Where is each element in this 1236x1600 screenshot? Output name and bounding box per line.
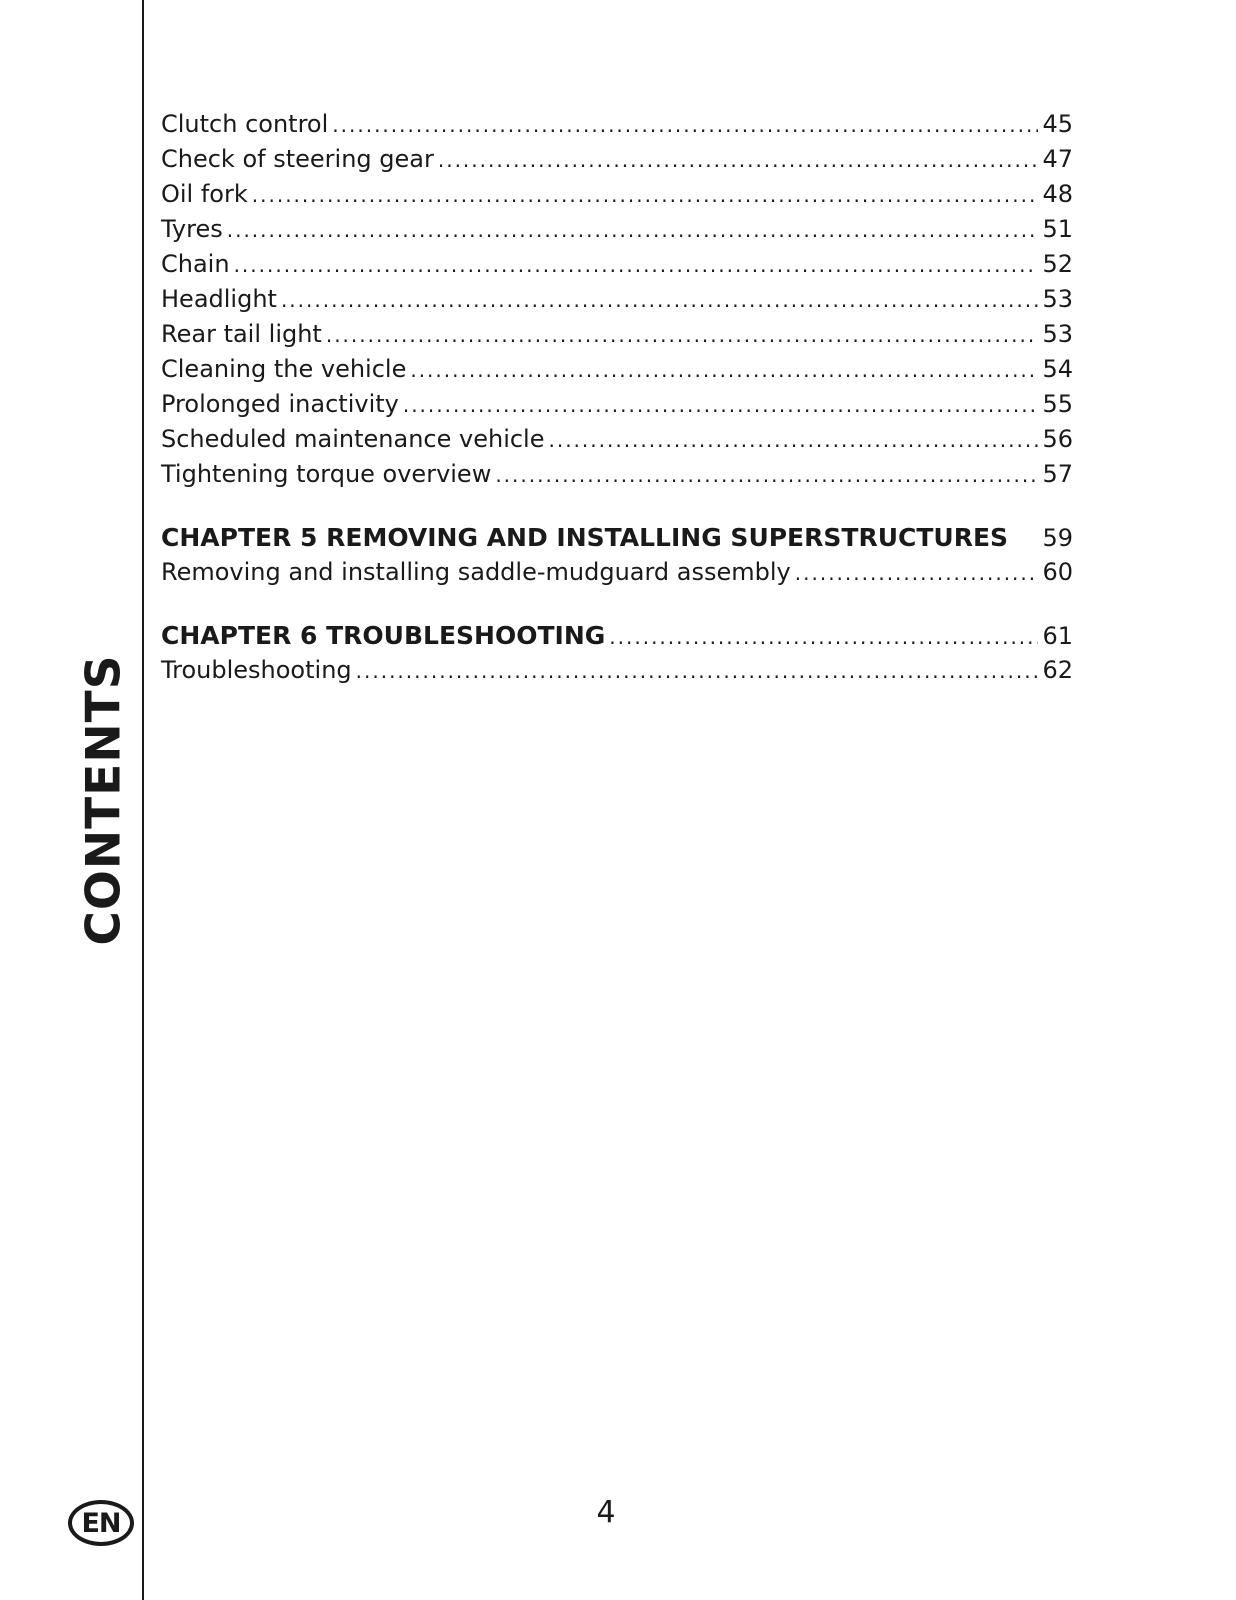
toc-entry-headlight[interactable] bbox=[161, 282, 1073, 317]
toc-entry-page: 48 bbox=[1042, 180, 1073, 208]
section-title-vertical: CONTENTS bbox=[76, 654, 132, 946]
toc-entry-label: Tyres bbox=[161, 215, 223, 243]
dot-leader bbox=[795, 556, 1039, 591]
toc-entry-page: 55 bbox=[1042, 390, 1073, 418]
dot-leader bbox=[609, 620, 1038, 655]
toc-entry-label: Headlight bbox=[161, 285, 277, 313]
toc-entry-rear-tail-light[interactable] bbox=[161, 317, 1073, 352]
toc-entry-label: Prolonged inactivity bbox=[161, 390, 399, 418]
dot-leader bbox=[548, 423, 1038, 458]
toc-chapter-label: CHAPTER 5 REMOVING AND INSTALLING SUPERSTRUCTURES bbox=[161, 523, 1009, 552]
dot-leader bbox=[410, 353, 1038, 388]
toc-entry-page: 54 bbox=[1042, 355, 1073, 383]
toc-chapter-5[interactable] bbox=[161, 520, 1073, 555]
toc-entry-tyres[interactable] bbox=[161, 212, 1073, 247]
page-number: 4 bbox=[596, 1495, 616, 1530]
dot-leader bbox=[356, 654, 1039, 689]
toc-entry-tightening-torque[interactable] bbox=[161, 457, 1073, 492]
toc-entry-label: Troubleshooting bbox=[161, 656, 352, 684]
toc-entry-label: Removing and installing saddle-mudguard assembly bbox=[161, 558, 791, 586]
toc-entry-clutch-control[interactable] bbox=[161, 107, 1073, 142]
toc-entry-label: Cleaning the vehicle bbox=[161, 355, 407, 383]
side-divider-line bbox=[142, 0, 144, 1600]
toc-entry-steering-gear[interactable] bbox=[161, 142, 1073, 177]
dot-leader bbox=[326, 318, 1039, 353]
dot-leader bbox=[438, 143, 1039, 178]
table-of-contents bbox=[161, 107, 1073, 688]
toc-entry-cleaning-vehicle[interactable] bbox=[161, 352, 1073, 387]
toc-entry-page: 57 bbox=[1042, 460, 1073, 488]
dot-leader bbox=[227, 213, 1039, 248]
toc-entry-saddle-mudguard[interactable] bbox=[161, 555, 1073, 590]
toc-chapter-6[interactable] bbox=[161, 618, 1073, 653]
toc-entry-chain[interactable] bbox=[161, 247, 1073, 282]
toc-entry-page: 53 bbox=[1042, 320, 1073, 348]
toc-entry-page: 47 bbox=[1042, 145, 1073, 173]
toc-chapter-page: 59 bbox=[1042, 524, 1073, 552]
dot-leader bbox=[281, 283, 1039, 318]
toc-entry-page: 52 bbox=[1042, 250, 1073, 278]
toc-chapter-label: CHAPTER 6 TROUBLESHOOTING bbox=[161, 621, 606, 650]
toc-entry-label: Scheduled maintenance vehicle bbox=[161, 425, 545, 453]
toc-entry-page: 51 bbox=[1042, 215, 1073, 243]
dot-leader bbox=[252, 178, 1039, 213]
toc-entry-troubleshooting[interactable] bbox=[161, 653, 1073, 688]
dot-leader bbox=[495, 458, 1038, 493]
language-badge: EN bbox=[68, 1500, 134, 1546]
toc-entry-page: 45 bbox=[1042, 110, 1073, 138]
toc-entry-oil-fork[interactable] bbox=[161, 177, 1073, 212]
toc-entry-page: 56 bbox=[1042, 425, 1073, 453]
toc-entry-page: 53 bbox=[1042, 285, 1073, 313]
toc-entry-label: Rear tail light bbox=[161, 320, 322, 348]
dot-leader bbox=[403, 388, 1039, 423]
dot-leader bbox=[234, 248, 1039, 283]
toc-entry-label: Oil fork bbox=[161, 180, 248, 208]
toc-entry-prolonged-inactivity[interactable] bbox=[161, 387, 1073, 422]
toc-entry-label: Check of steering gear bbox=[161, 145, 434, 173]
dot-leader bbox=[332, 108, 1038, 143]
toc-entry-label: Clutch control bbox=[161, 110, 329, 138]
toc-entry-label: Tightening torque overview bbox=[161, 460, 492, 488]
toc-entry-scheduled-maintenance[interactable] bbox=[161, 422, 1073, 457]
toc-entry-page: 62 bbox=[1042, 656, 1073, 684]
toc-entry-page: 60 bbox=[1042, 558, 1073, 586]
toc-entry-label: Chain bbox=[161, 250, 230, 278]
toc-chapter-page: 61 bbox=[1042, 622, 1073, 650]
